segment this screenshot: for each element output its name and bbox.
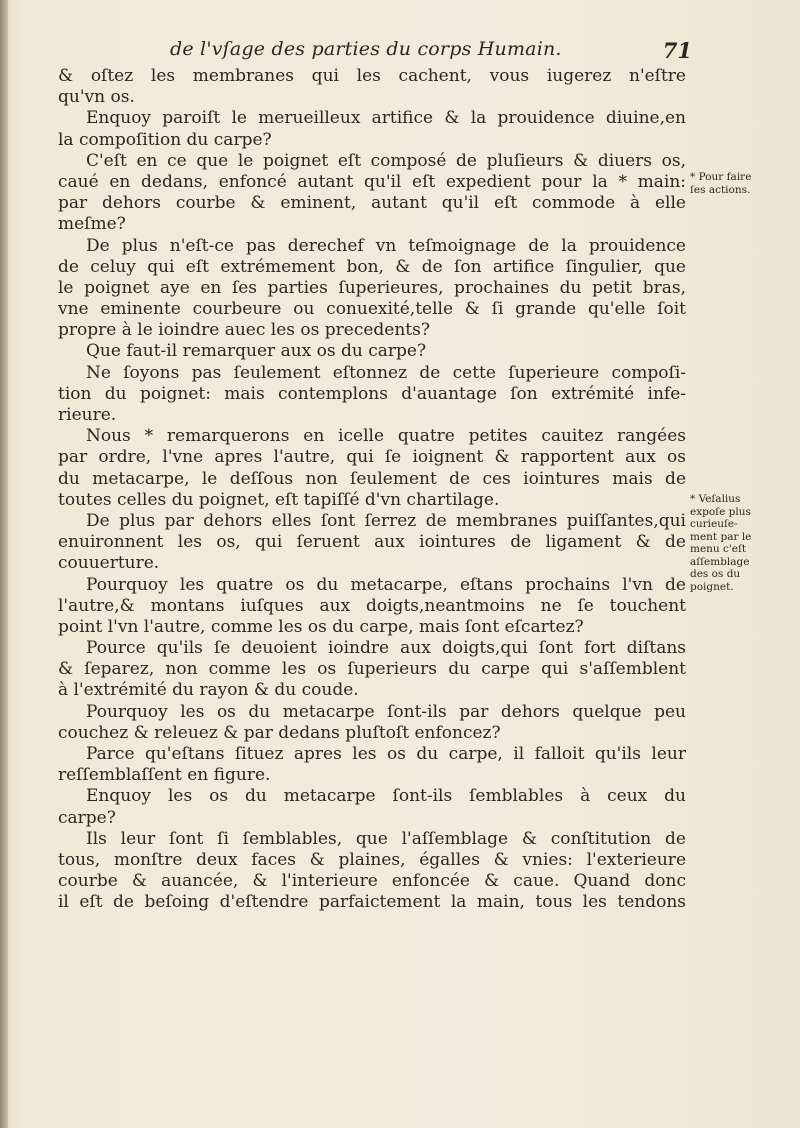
running-header bbox=[82, 38, 692, 66]
marginal-note-line: aſſemblage bbox=[690, 555, 750, 568]
text-line: rieure. bbox=[58, 405, 117, 425]
text-line: tous, monſtre deux faces & plaines, égalles & vnies: l'exterieure bbox=[58, 849, 686, 870]
text-line: toutes celles du poignet, eſt tapiſſé d'vn chartilage. bbox=[58, 489, 500, 510]
text-line: la compoſition du carpe? bbox=[58, 129, 272, 150]
marginal-note bbox=[690, 171, 796, 196]
marginal-note-line: * Veſalius bbox=[690, 493, 741, 505]
text-line: Nous * remarquerons en icelle quatre petites cauitez rangées bbox=[86, 426, 686, 447]
text-line: Ils leur ſont ſi ſemblables, que l'aſſemblage & conſtitution de bbox=[86, 828, 686, 849]
text-line: enuironnent les os, qui ſeruent aux iointures de ligament & de bbox=[58, 532, 686, 553]
text-line: point l'vn l'autre, comme les os du carpe, mais ſont eſcartez? bbox=[58, 616, 584, 637]
text-line: caué en dedans, enfoncé autant qu'il eſt expedient pour la * main: bbox=[58, 171, 686, 192]
text-line: par ordre, l'vne apres l'autre, qui ſe ioignent & rapportent aux os bbox=[58, 447, 686, 468]
text-line: courbe & auancée, & l'interieure enfoncée & caue. Quand donc bbox=[58, 871, 686, 892]
text-line: couchez & releuez & par dedans pluſtoſt enfoncez? bbox=[58, 722, 501, 743]
marginal-note-line: ſes actions. bbox=[690, 183, 751, 196]
text-line: Que faut-il remarquer aux os du carpe? bbox=[86, 341, 427, 362]
text-line: Pource qu'ils ſe deuoient ioindre aux doigts,qui ſont fort diſtans bbox=[86, 638, 686, 659]
marginal-note-line: expoſe plus bbox=[690, 505, 751, 518]
page-number: 71 bbox=[662, 38, 692, 63]
text-line: & ſeparez, non comme les os ſuperieurs du carpe qui s'aſſemblent bbox=[58, 659, 686, 680]
marginal-note-line: poignet. bbox=[690, 580, 734, 593]
text-line: carpe? bbox=[58, 807, 116, 828]
text-line: tion du poignet: mais contemplons d'auantage ſon extrémité infe- bbox=[58, 383, 686, 404]
running-title: de l'vſage des parties du corps Humain. bbox=[170, 38, 562, 60]
marginal-note-line: des os du bbox=[690, 568, 741, 580]
text-line: vne eminente courbeure ou conuexité,telle & ſi grande qu'elle ſoit bbox=[58, 299, 686, 320]
text-line: meſme? bbox=[58, 214, 126, 235]
marginal-note bbox=[690, 493, 796, 593]
text-line: l'autre,& montans iuſques aux doigts,neantmoins ne ſe touchent bbox=[58, 595, 686, 616]
text-line: de celuy qui eſt extrémement bon, & de ſon artifice ſingulier, que bbox=[58, 256, 686, 277]
text-line: qu'vn os. bbox=[58, 87, 135, 108]
text-line: Ne ſoyons pas ſeulement eſtonnez de cette ſuperieure compoſi- bbox=[86, 362, 686, 383]
text-line: Pourquoy les os du metacarpe ſont-ils par dehors quelque peu bbox=[86, 701, 686, 722]
text-line: le poignet aye en ſes parties ſuperieures, prochaines du petit bras, bbox=[58, 277, 686, 298]
marginal-note-line: ment par le bbox=[690, 530, 752, 543]
marginal-note-line: curieuſe- bbox=[690, 518, 738, 530]
text-line: Pourquoy les quatre os du metacarpe, eſtans prochains l'vn de bbox=[86, 574, 686, 595]
marginal-note-line: * Pour faire bbox=[690, 171, 752, 183]
text-line: couuerture. bbox=[58, 553, 160, 574]
body-text bbox=[58, 66, 686, 914]
text-line: C'eſt en ce que le poignet eſt composé de pluſieurs & diuers os, bbox=[86, 150, 686, 171]
text-line: par dehors courbe & eminent, autant qu'il eſt commode à elle bbox=[58, 193, 686, 214]
text-line: Enquoy paroiſt le merueilleux artifice & la prouidence diuine,en bbox=[86, 108, 686, 129]
text-line: Parce qu'eſtans ſituez apres les os du carpe, il falloit qu'ils leur bbox=[86, 744, 686, 764]
text-line: propre à le ioindre auec les os precedents? bbox=[58, 320, 430, 341]
binding-gutter bbox=[0, 0, 8, 1128]
text-line: reſſemblaſſent en figure. bbox=[58, 765, 271, 786]
text-line: De plus n'eſt-ce pas derechef vn teſmoignage de la prouidence bbox=[86, 235, 686, 256]
text-line: Enquoy les os du metacarpe ſont-ils ſemblables à ceux du bbox=[86, 786, 686, 807]
marginal-note-line: menu c'eſt bbox=[690, 543, 747, 555]
text-line: & oſtez les membranes qui les cachent, vous iugerez n'eſtre bbox=[58, 66, 686, 86]
text-line: il eſt de beſoing d'eſtendre parfaictement la main, tous les tendons bbox=[58, 892, 686, 913]
text-line: du metacarpe, le deſſous non ſeulement de ces iointures mais de bbox=[58, 468, 686, 489]
text-line: à l'extrémité du rayon & du coude. bbox=[58, 680, 359, 701]
text-line: De plus par dehors elles ſont ſerrez de membranes puiſſantes,qui bbox=[86, 510, 686, 531]
